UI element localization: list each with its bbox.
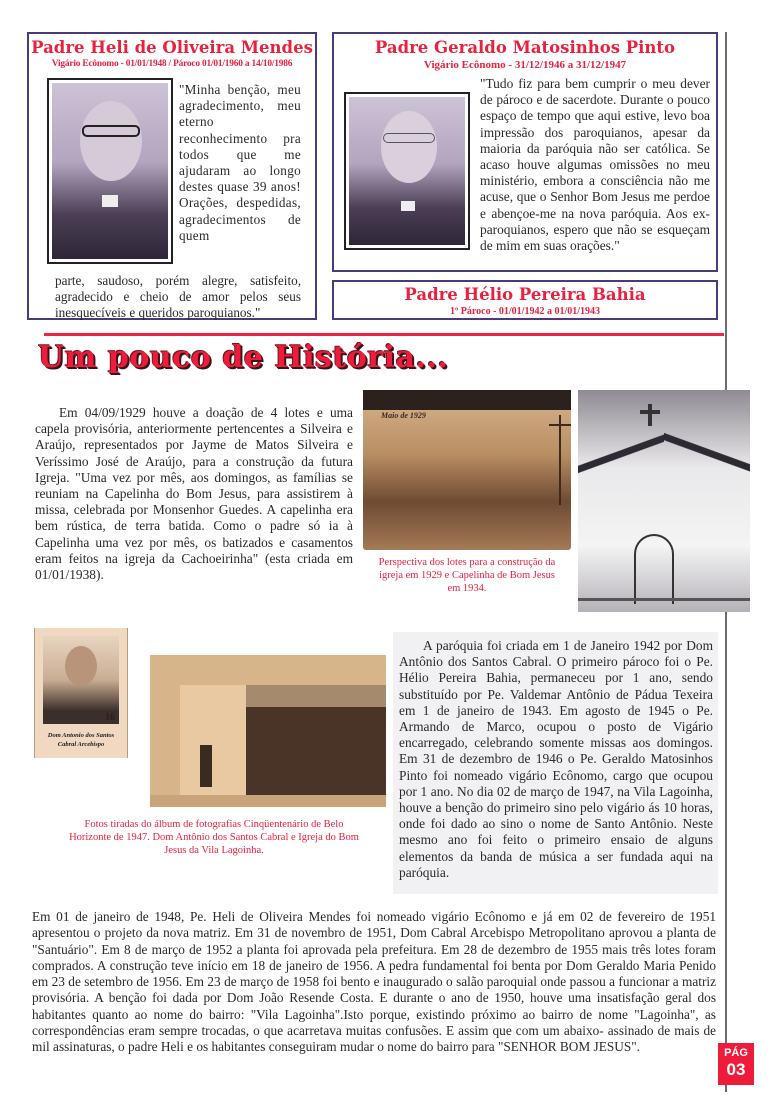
priest-name-geraldo: Padre Geraldo Matosinhos Pinto bbox=[374, 38, 676, 57]
page-number-badge bbox=[718, 1043, 754, 1085]
priest-role-heli: Vigário Ecônomo - 01/01/1948 / Pároco 01/01/1960 a 14/10/1986 bbox=[51, 59, 293, 69]
photo-lots-1929 bbox=[363, 390, 571, 550]
section-divider bbox=[44, 333, 724, 336]
priest-role-geraldo: Vigário Ecônomo - 31/12/1946 a 31/12/1947 bbox=[423, 59, 627, 71]
history-paragraph-2: A paróquia foi criada em 1 de Janeiro 1942 por Dom Antônio dos Santos Cabral. O primeiro pároco foi o Pe. Hélio Pereira Bahia, permaneceu por 1 ano, sendo substituído por Pe. Valdemar Antônio de Pádua Texeira em 1 de janeiro de 1943. Em agosto de 1945 o Pe. Armando de Marco, ocupou o posto de Vigário encarregado, celebrando somente missas aos domingos. Em 31 de dezembro de 1946 o Pe. Geraldo Matosinhos Pinto foi nomeado vigário Ecônomo, cargo que ocupou por 1 ano. No dia 02 de março de 1947, na Vila Lagoinha, houve a benção do primeiro sino pelo vigário ás 10 horas, onde foi dado ao sino o nome de Santo Antônio. Neste mesmo ano foi feito o primeiro ensaio de alguns elementos da banda de música a ser fundada aqui na paróquia. bbox=[399, 638, 713, 880]
priest-quote-heli-end: parte, saudoso, porém alegre, satisfeito, agradecido e cheio de amor pelos seus inesquecíveis e queridos paroquianos." bbox=[55, 273, 301, 320]
history-paragraph-3: Em 01 de janeiro de 1948, Pe. Heli de Oliveira Mendes foi nomeado vigário Ecônomo e já em 02 de fevereiro de 1951 apresentou o projeto da nova matriz. Em 31 de novembro de 1951, Dom Cabral Arcebispo Metropolitano aprovou a planta de "Santuário". Em 8 de março de 1952 a planta foi aprovada pela prefeitura. Em 28 de dezembro de 1955 mais três lotes foram comprados. A construção teve início em 18 de janeiro de 1956. A pedra fundamental foi benta por Dom Geraldo Maria Penido em 23 de setembro de 1956. Em 23 de março de 1958 foi bento e inaugurado o salão paroquial onde passou a funcionar a matriz provisória. A benção foi dada por Dom João Resende Costa. E durante o ano de 1950, houve uma insatisfação geral dos habitantes quanto ao nome do bairro: "Vila Lagoinha".Isto porque, existindo próximo ao bairro de nome "Lagoinha", as correspondências eram sempre trocadas, o que acarretava muitas confusões. E assim que com um abaixo- assinado de mais de mil assinaturas, o padre Heli e os habitantes conseguiram mudar o nome do bairro para "SENHOR BOM JESUS". bbox=[32, 909, 716, 1055]
photo-caption-2: Fotos tiradas do álbum de fotografias Cinqüentenário de Belo Horizonte de 1947. Dom Antônio dos Santos Cabral e Igreja do Bom Jesus da Vila Lagoinha. bbox=[69, 819, 359, 856]
page-number: 03 bbox=[726, 1060, 746, 1079]
portrait-number: 16 bbox=[105, 712, 115, 723]
photo-dom-antonio bbox=[34, 628, 128, 758]
page-label: PÁG bbox=[724, 1047, 748, 1059]
priest-name-helio: Padre Hélio Pereira Bahia bbox=[404, 285, 646, 304]
priest-photo-heli bbox=[47, 78, 173, 264]
photo-capelinha-1934 bbox=[578, 390, 750, 612]
priest-card-helio bbox=[332, 280, 718, 320]
priest-quote-heli: "Minha benção, meu agradecimento, meu eterno reconhecimento pra todos que me ajudaram ao longo destes quase 39 anos! Orações, despedidas, agradecimentos de quem bbox=[179, 82, 301, 243]
history-paragraph-1: Em 04/09/1929 houve a doação de 4 lotes e uma capela provisória, anteriormente pertencentes a Silveira e Araújo, representados por Jayme de Matos Silveira e Veríssimo José de Araújo, para a construção da futura Igreja. "Uma vez por mês, aos domingos, as famílias se reuniam na Capelinha do Bom Jesus, para assistirem à missa, celebrada por Monsenhor Guedes. A capelinha era bem rústica, de terra batida. Como o padre só ia à Capelinha uma vez por mês, os batizados e casamentos eram feitos na igreja da Cachoeirinha" (esta criada em 01/01/1938). bbox=[35, 405, 353, 583]
priest-name-heli: Padre Heli de Oliveira Mendes bbox=[31, 38, 313, 57]
priest-photo-geraldo bbox=[344, 92, 470, 250]
photo-date-label: Maio de 1929 bbox=[381, 411, 426, 420]
portrait-label: Dom Antonio dos Santos Cabral Arcebispo bbox=[47, 732, 115, 748]
priest-role-helio: 1º Pároco - 01/01/1942 a 01/01/1943 bbox=[449, 306, 601, 317]
photo-igreja-vila-lagoinha bbox=[150, 655, 386, 807]
section-headline: Um pouco de História... bbox=[38, 340, 449, 375]
priest-card-heli bbox=[27, 32, 317, 320]
priest-card-geraldo bbox=[332, 32, 718, 272]
photo-caption-1: Perspectiva dos lotes para a construção da igreja em 1929 e Capelinha de Bom Jesus em 1934. bbox=[378, 557, 556, 594]
priest-quote-geraldo: "Tudo fiz para bem cumprir o meu dever de pároco e de sacerdote. Durante o pouco espaço de tempo que aqui estive, levo boa impressão dos paroquianos, apesar da maioria da paróquia não ser católica. Se acaso houve algumas omissões no meu ministério, embora a consciência não me acuse, que o Senhor Bom Jesus me perdoe e abençoe-me na nova paróquia. Aos ex-paroquianos, espero que não se esqueçam de mim em suas orações." bbox=[480, 76, 710, 254]
